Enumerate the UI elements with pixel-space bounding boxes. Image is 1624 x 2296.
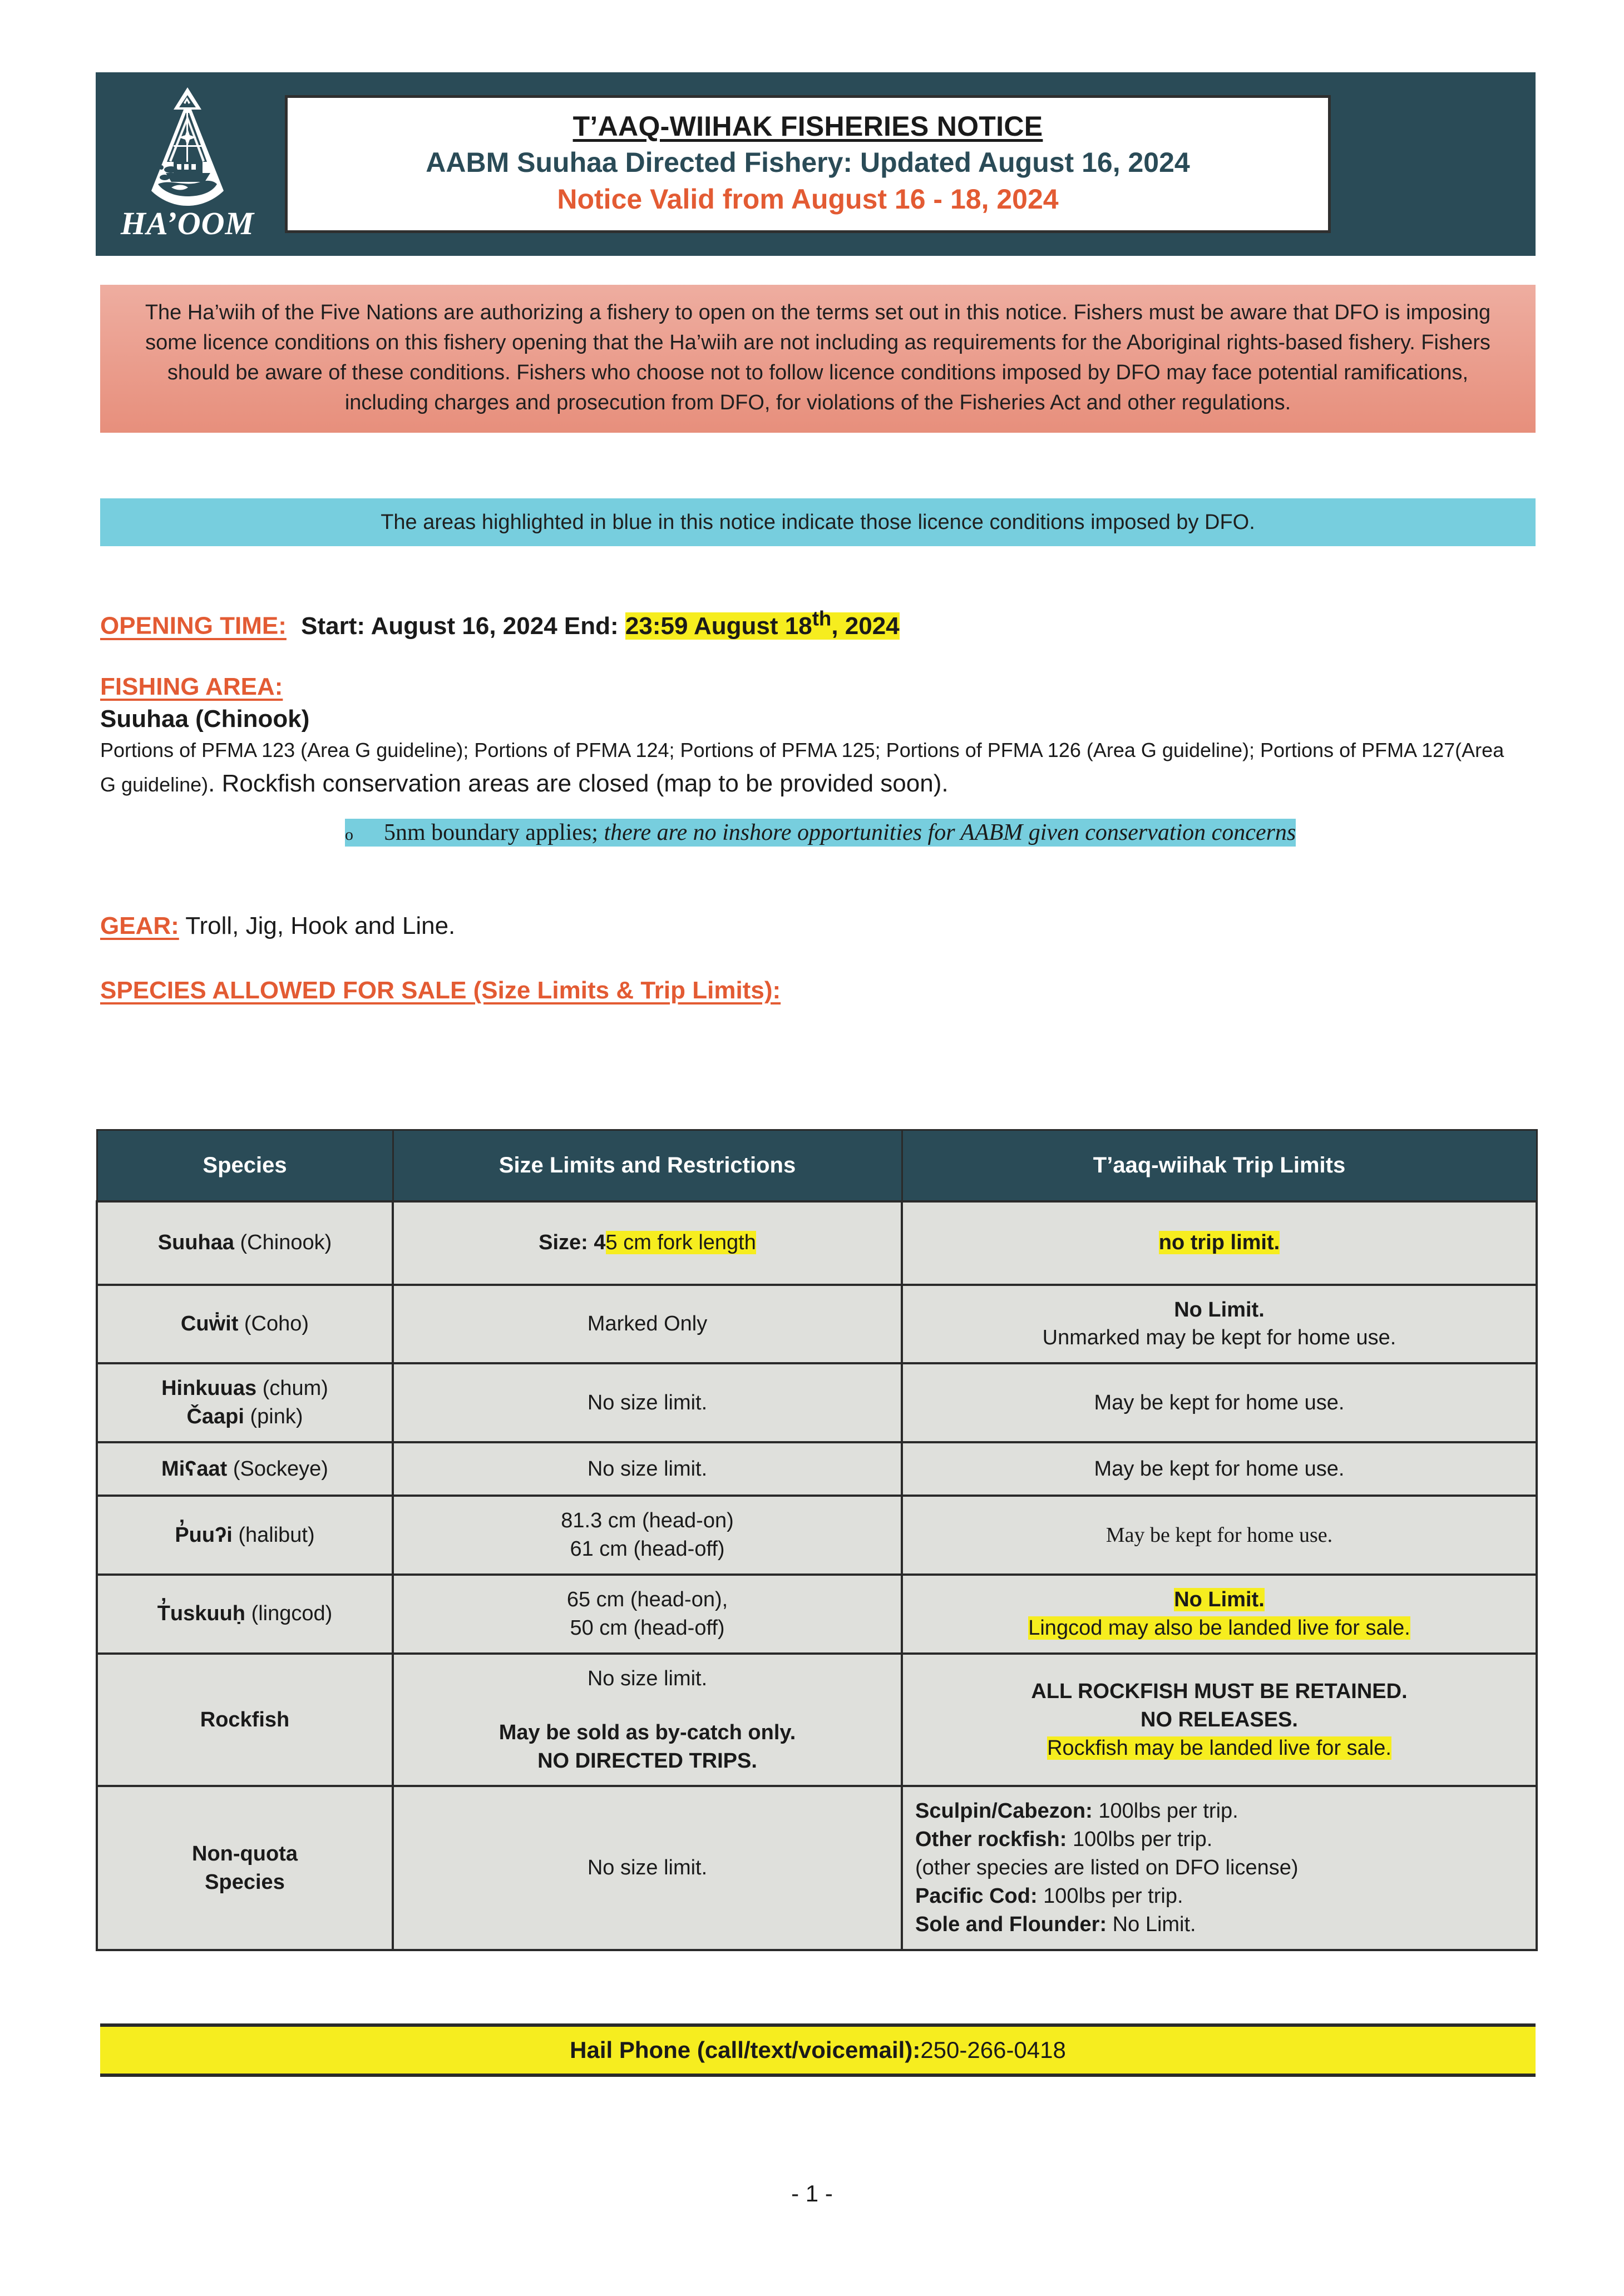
cell-trip-non-quota xyxy=(902,1786,1537,1950)
boundary-bullet-highlight xyxy=(345,819,1296,847)
disclaimer-text: The Ha’wiih of the Five Nations are authorizing a fishery to open on the terms set out in this notice. Fishers must be aware that DFO is imposing some licence conditions on this fishery opening that the Ha’wiih are not including as requirements for the Aboriginal rights-based fishery. Fishers should be aware of these conditions. Fishers who choose not to follow licence conditions imposed by DFO may face potential ramifications, including charges and prosecution from DFO, for violations of the Fisheries Act and other regulations. xyxy=(145,301,1491,414)
rockfish-closure-note: . Rockfish conservation areas are closed (map to be provided soon). xyxy=(208,770,949,798)
cell-size-lingcod: 65 cm (head-on), 50 cm (head-off) xyxy=(393,1575,902,1654)
cell-species-non-quota: Non-quota Species xyxy=(97,1786,393,1950)
non-quota-item: Pacific Cod: 100lbs per trip. xyxy=(915,1884,1183,1908)
non-quota-item: Sculpin/Cabezon: 100lbs per trip. xyxy=(915,1799,1238,1823)
cell-trip-rockfish: ALL ROCKFISH MUST BE RETAINED. NO RELEASES. Rockfish may be landed live for sale. xyxy=(902,1654,1537,1787)
page-number: - 1 - xyxy=(791,2180,833,2206)
cell-trip-halibut: May be kept for home use. xyxy=(902,1496,1537,1575)
table-row xyxy=(97,1575,1537,1654)
boundary-bullet-italic: there are no inshore opportunities for AABM given conservation concerns xyxy=(598,820,1296,846)
page-footer xyxy=(0,2180,1624,2207)
cell-size-coho: Marked Only xyxy=(393,1285,902,1364)
cell-trip-chum-pink: May be kept for home use. xyxy=(902,1363,1537,1442)
table-row xyxy=(97,1496,1537,1575)
disclaimer-box xyxy=(100,285,1536,433)
table-row xyxy=(97,1654,1537,1787)
cell-size-sockeye: No size limit. xyxy=(393,1442,902,1496)
column-header-size: Size Limits and Restrictions xyxy=(393,1130,902,1201)
title-card xyxy=(285,95,1331,233)
gear-value: Troll, Jig, Hook and Line. xyxy=(179,912,456,939)
fishing-area-paragraph xyxy=(100,735,1524,802)
table-row xyxy=(97,1285,1537,1364)
notice-title: T’AAQ-WIIHAK FISHERIES NOTICE xyxy=(572,111,1043,142)
column-header-trip-limit: T’aaq-wiihak Trip Limits xyxy=(902,1130,1537,1201)
non-quota-item: Sole and Flounder: No Limit. xyxy=(915,1913,1196,1937)
cell-trip-sockeye: May be kept for home use. xyxy=(902,1442,1537,1496)
blue-legend-text: The areas highlighted in blue in this notice indicate those licence conditions imposed by DFO. xyxy=(381,510,1255,534)
table-row xyxy=(97,1201,1537,1285)
cell-species-suuhaa: Suuhaa (Chinook) xyxy=(97,1201,393,1285)
boundary-bullet xyxy=(345,817,1402,850)
blue-legend-notice xyxy=(100,498,1536,546)
cell-trip-coho: No Limit. Unmarked may be kept for home use. xyxy=(902,1285,1537,1364)
cell-size-rockfish: No size limit. May be sold as by-catch only. NO DIRECTED TRIPS. xyxy=(393,1654,902,1787)
cell-trip-lingcod: No Limit. Lingcod may also be landed live for sale. xyxy=(902,1575,1537,1654)
cell-species-lingcod: T̓uskuuḥ (lingcod) xyxy=(97,1575,393,1654)
hail-phone-label: Hail Phone (call/text/voicemail): xyxy=(570,2037,921,2063)
boundary-bullet-roman: 5nm boundary applies; xyxy=(384,820,598,846)
non-quota-item: Other rockfish: 100lbs per trip. xyxy=(915,1828,1213,1852)
table-row xyxy=(97,1786,1537,1950)
pfma-list: Portions of PFMA 123 (Area G guideline); Portions of PFMA 124; Portions of PFMA 125; Portions of PFMA 126 (Area G guideline); Portions of PFMA 127(Area G guideline) xyxy=(100,739,1504,796)
cell-species-coho: Cuẇ̇it (Coho) xyxy=(97,1285,393,1364)
notice-subtitle: AABM Suuhaa Directed Fishery: Updated August 16, 2024 xyxy=(426,147,1190,178)
column-header-species: Species xyxy=(97,1130,393,1201)
fishing-area-block xyxy=(100,673,1547,850)
ha-oom-logo-icon xyxy=(118,81,257,248)
fishing-area-species: Suuhaa (Chinook) xyxy=(100,705,310,733)
hail-phone-bar xyxy=(100,2023,1536,2077)
table-header-row xyxy=(97,1130,1537,1201)
species-section-heading: SPECIES ALLOWED FOR SALE (Size Limits & Trip Limits): xyxy=(100,976,781,1004)
opening-time-end-ordinal: th xyxy=(812,607,832,630)
gear-row xyxy=(100,912,1547,940)
cell-size-suuhaa: Size: 45 cm fork length xyxy=(393,1201,902,1285)
cell-size-non-quota: No size limit. xyxy=(393,1786,902,1950)
opening-time-end: 23:59 August 18th, 2024 xyxy=(625,607,900,640)
cell-species-sockeye: Miʕaat (Sockeye) xyxy=(97,1442,393,1496)
opening-time-start: Start: August 16, 2024 End: xyxy=(301,612,619,640)
cell-species-halibut: P̓uuʔi (halibut) xyxy=(97,1496,393,1575)
main-content xyxy=(100,606,1547,1004)
fishing-area-label: FISHING AREA: xyxy=(100,673,283,701)
header-banner xyxy=(96,72,1536,256)
svg-text:HA’OOM: HA’OOM xyxy=(120,205,255,241)
non-quota-item: (other species are listed on DFO license) xyxy=(915,1856,1299,1880)
hail-phone-number[interactable]: 250-266-0418 xyxy=(920,2037,1066,2063)
opening-time-row xyxy=(100,606,1547,641)
table-row xyxy=(97,1363,1537,1442)
cell-trip-suuhaa: no trip limit. xyxy=(902,1201,1537,1285)
species-limits-table xyxy=(96,1129,1538,1951)
gear-label: GEAR: xyxy=(100,912,179,939)
cell-size-halibut: 81.3 cm (head-on) 61 cm (head-off) xyxy=(393,1496,902,1575)
opening-time-label: OPENING TIME: xyxy=(100,612,287,640)
ha-oom-logo xyxy=(96,72,279,256)
cell-species-chum-pink: Hinkuuas (chum) Čaapi (pink) xyxy=(97,1363,393,1442)
cell-species-rockfish: Rockfish xyxy=(97,1654,393,1787)
notice-validity: Notice Valid from August 16 - 18, 2024 xyxy=(557,184,1059,215)
bullet-marker-icon: o xyxy=(345,825,353,844)
cell-size-chum-pink: No size limit. xyxy=(393,1363,902,1442)
table-row xyxy=(97,1442,1537,1496)
